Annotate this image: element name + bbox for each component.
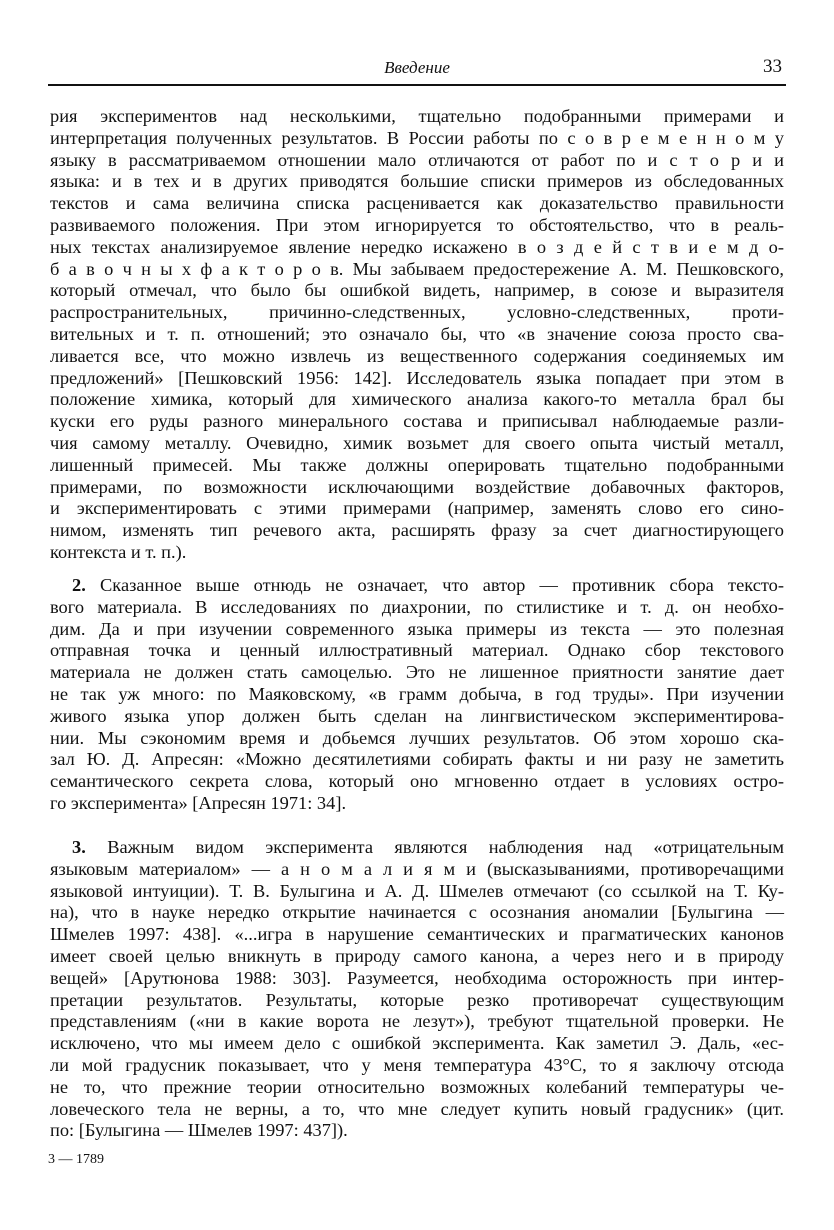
paragraph-3	[50, 837, 784, 1142]
line-text: на), что в науке нередко открытие начинается с осознания аномалии [Булыгина —	[50, 902, 784, 923]
text-line	[50, 302, 784, 324]
line-text: куски его руды разного минерального состава и приписывал наблюдаемые разли-	[50, 411, 784, 432]
text-line	[50, 1055, 784, 1077]
text-line	[50, 259, 784, 281]
page-number: 33	[763, 56, 782, 77]
text-line	[50, 968, 784, 990]
line-text: распространительных, причинно-следственных, условно-следственных, проти-	[50, 302, 784, 323]
text-line	[50, 749, 784, 771]
line-text: исключено, что мы имеем дело с ошибкой эксперимента. Как заметил Э. Даль, «ес-	[50, 1033, 784, 1054]
text-line	[50, 619, 784, 641]
line-text: вещей» [Арутюнова 1988: 303]. Разумеется, необходима осторожность при интер-	[50, 967, 784, 988]
line-text: Сказанное выше отнюдь не означает, что автор — противник сбора тексто-	[100, 575, 784, 595]
line-text: не то, что прежние теории относительно возможных колебаний температуры че-	[50, 1076, 784, 1097]
text-line	[50, 455, 784, 477]
text-line	[50, 640, 784, 662]
text-line	[50, 389, 784, 411]
text-line	[50, 368, 784, 390]
line-text: предложений» [Пешковский 1956: 142]. Исследователь языка попадает при этом в	[50, 367, 784, 388]
text-line	[50, 924, 784, 946]
text-line	[50, 128, 784, 150]
line-text: чия самому металлу. Очевидно, химик возьмет для своего опыта чистый металл,	[50, 432, 784, 453]
running-header-title: Введение	[384, 58, 450, 77]
line-text: нии. Мы сэкономим время и добьемся лучших результатов. Об этом хорошо ска-	[50, 727, 784, 748]
text-line	[50, 990, 784, 1012]
text-line	[50, 477, 784, 499]
line-text: семантического секрета слова, который оно мгновенно отдает в условиях остро-	[50, 771, 784, 792]
text-line	[50, 1033, 784, 1055]
text-line	[50, 728, 784, 750]
text-line	[50, 498, 784, 520]
line-text: ных текстах анализируемое явление нередко искажено в о з д е й с т в и е м д о-	[50, 236, 784, 257]
line-text: развиваемого положения. При этом игнорируется то обстоятельство, что в реаль-	[50, 214, 784, 235]
paragraph-1	[50, 106, 784, 564]
section-number: 3.	[72, 837, 86, 857]
line-text: зал Ю. Д. Апресян: «Можно десятилетиями собирать факты и ни разу не заметить	[50, 749, 784, 770]
text-line	[50, 771, 784, 793]
line-text: контекста и т. п.).	[50, 541, 187, 562]
text-line	[50, 215, 784, 237]
line-text: представлениям («ни в какие ворота не лезут»), требуют тщательной проверки. Не	[50, 1011, 784, 1032]
text-line	[50, 106, 784, 128]
paragraph-2	[50, 575, 784, 815]
line-text: ливается все, что можно извлечь из вещественного содержания соединяемых им	[50, 345, 784, 366]
line-text: который отмечал, что было бы ошибкой видеть, например, в союзе и выразителя	[50, 280, 784, 301]
text-line	[50, 684, 784, 706]
section-number: 2.	[72, 575, 86, 595]
line-text: и экспериментировать с этими примерами (например, заменять слово его сино-	[50, 498, 784, 519]
text-line	[50, 859, 784, 881]
line-text: претации результатов. Результаты, которые резко противоречат существующим	[50, 989, 784, 1010]
text-line	[50, 881, 784, 903]
text-line	[50, 1011, 784, 1033]
text-line	[50, 575, 784, 597]
text-line	[50, 542, 784, 564]
text-line	[50, 1120, 784, 1142]
line-text: б а в о ч н ы х ф а к т о р о в. Мы забываем предостережение А. М. Пешковского,	[50, 258, 784, 279]
line-text: го эксперимента» [Апресян 1971: 34].	[50, 792, 347, 813]
line-text: нимом, изменять тип речевого акта, расширять фразу за счет диагностирующего	[50, 520, 784, 541]
line-text: дим. Да и при изучении современного языка примеры из текста — это полезная	[50, 618, 784, 639]
text-line	[50, 662, 784, 684]
line-text: лишенный примесей. Мы также должны оперировать тщательно подобранными	[50, 454, 784, 475]
printer-signature: 3 — 1789	[48, 1152, 104, 1167]
text-line	[50, 150, 784, 172]
line-text: текстов и сама величина списка расценивается как доказательство правильности	[50, 193, 784, 214]
line-text: рия экспериментов над несколькими, тщательно подобранными примерами и	[50, 106, 784, 126]
line-text: материала не должен стать самоцелью. Это не лишенное приятности занятие дает	[50, 662, 784, 683]
text-line	[50, 946, 784, 968]
text-line	[50, 902, 784, 924]
text-line	[50, 411, 784, 433]
line-text: языковой интуиции). Т. В. Булыгина и А. Д. Шмелев отмечают (со ссылкой на Т. Ку-	[50, 880, 784, 901]
line-text: не так уж много: по Маяковскому, «в грамм добыча, в год труды». При изучении	[50, 683, 784, 704]
text-line	[50, 433, 784, 455]
line-text: живого языка упор должен быть сделан на лингвистическом экспериментирова-	[50, 705, 784, 726]
text-line	[50, 324, 784, 346]
line-text: Важным видом эксперимента являются наблюдения над «отрицательным	[107, 837, 784, 857]
text-line	[50, 237, 784, 259]
text-line	[50, 280, 784, 302]
line-text: вого материала. В исследованиях по диахронии, по стилистике и т. д. он необхо-	[50, 596, 784, 617]
text-line	[50, 520, 784, 542]
text-line	[50, 171, 784, 193]
line-text: ловеческого тела не верны, а то, что мне следует купить новый градусник» (цит.	[50, 1098, 784, 1119]
text-line	[50, 346, 784, 368]
line-text: имеет своей целью вникнуть в природу самого канона, а через него и в природу	[50, 945, 784, 966]
line-text: примерами, по возможности исключающими воздействие добавочных факторов,	[50, 476, 784, 497]
line-text: ли мой градусник показывает, что у меня температура 43°С, то я заключу отсюда	[50, 1054, 784, 1075]
line-text: интерпретация полученных результатов. В России работы по с о в р е м е н н о м у	[50, 127, 784, 148]
header-rule	[48, 84, 786, 86]
line-text: языка: и в тех и в других приводятся большие списки примеров из обследованных	[50, 171, 784, 192]
line-text: по: [Булыгина — Шмелев 1997: 437]).	[50, 1120, 348, 1141]
text-line	[50, 1077, 784, 1099]
line-text: вительных и т. п. отношений; это означало бы, что «в значение союза просто сва-	[50, 323, 784, 344]
text-line	[50, 793, 784, 815]
line-text: языковым материалом» — а н о м а л и я м и (высказываниями, противоречащими	[50, 858, 784, 879]
text-line	[50, 837, 784, 859]
line-text: отправная точка и ценный иллюстративный материал. Однако сбор текстового	[50, 640, 784, 661]
line-text: положение химика, который для химического анализа какого-то металла брал бы	[50, 389, 784, 410]
line-text: Шмелев 1997: 438]. «...игра в нарушение семантических и прагматических канонов	[50, 924, 784, 945]
line-text: языку в рассматриваемом отношении мало отличаются от работ по и с т о р и и	[50, 149, 784, 170]
text-line	[50, 597, 784, 619]
text-line	[50, 193, 784, 215]
text-line	[50, 706, 784, 728]
text-line	[50, 1099, 784, 1121]
